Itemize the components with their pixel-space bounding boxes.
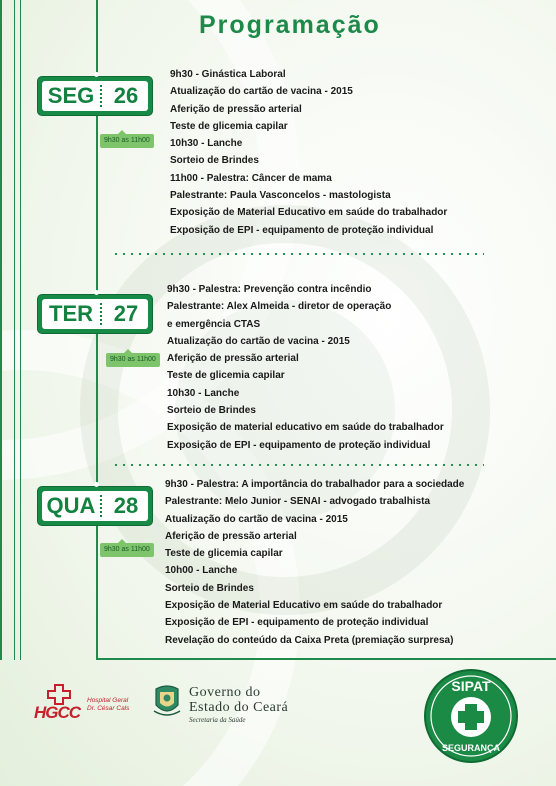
schedule-item: Atualização do cartão de vacina - 2015 [170,86,353,98]
schedule-item: Exposição de EPI - equipamento de proteção individual [170,224,434,236]
schedule-item: Aferição de pressão arterial [167,353,299,365]
schedule-item: Teste de glicemia capilar [167,370,285,382]
weekday: TER [49,301,93,326]
ceara-coat-of-arms-icon [152,683,182,717]
day-number: 28 [113,493,139,518]
schedule-item: Aferição de pressão arterial [170,103,302,115]
schedule-item: Atualização do cartão de vacina - 2015 [167,335,350,347]
day-number: 27 [113,301,139,326]
day-label [42,491,148,521]
day-badge-qua [38,487,152,525]
sipat-badge [423,668,519,764]
left-border-line [14,0,15,660]
left-border-line [0,0,2,660]
schedule-item: Teste de glicemia capilar [165,548,283,560]
schedule-item: 10h30 - Lanche [167,387,240,399]
schedule-item: Exposição de EPI - equipamento de proteção individual [165,617,429,629]
schedule-item: Palestrante: Alex Almeida - diretor de operação [167,301,392,313]
schedule-item: Exposição de material educativo em saúde do trabalhador [167,422,444,434]
schedule-item: 10h00 - Lanche [165,565,238,577]
hgcc-name-line: Hospital Geral [87,697,129,704]
hgcc-logo [34,683,154,723]
day-schedule-qua [165,476,464,649]
hospital-cross-icon [46,683,72,705]
schedule-item: e emergência CTAS [167,318,261,330]
time-range-tag: 9h30 as 11h00 [100,134,154,148]
schedule-item: Teste de glicemia capilar [170,120,288,132]
sipat-badge-subtitle: SEGURANÇA [441,743,501,753]
hgcc-name-line: Dr. César Cals [87,705,130,712]
timeline-dot [94,290,99,295]
timeline-dot [94,482,99,487]
schedule-item: 9h30 - Palestra: A importância do trabalhador para a sociedade [165,479,465,490]
weekday: QUA [46,493,96,518]
time-range-tag: 9h30 as 11h00 [106,353,160,367]
timeline-dot [94,72,99,77]
hgcc-wordmark: HGCC [34,703,81,722]
sipat-badge-title: SIPAT [451,678,491,694]
page-title: Programação [199,11,381,39]
day-label [42,81,148,111]
dotted-separator [112,253,484,255]
schedule-item: 10h30 - Lanche [170,138,243,150]
schedule-item: Sorteio de Brindes [165,582,254,594]
day-badge-seg [38,77,152,115]
left-border-line [20,0,21,660]
day-schedule-seg [170,66,447,239]
schedule-item: Palestrante: Melo Junior - SENAI - advogado trabalhista [165,496,431,508]
schedule-item: Sorteio de Brindes [170,155,259,167]
gov-line: Governo do [189,685,261,700]
bottom-divider [96,658,556,660]
dotted-separator [112,464,484,466]
day-label [42,299,148,329]
schedule-item: 9h30 - Palestra: Prevenção contra incêndio [167,284,372,295]
schedule-item: Palestrante: Paula Vasconcelos - mastologista [170,190,391,202]
schedule-item: Exposição de Material Educativo em saúde do trabalhador [165,600,443,612]
schedule-item: Exposição de Material Educativo em saúde do trabalhador [170,207,448,219]
day-badge-ter [38,295,152,333]
schedule-item: Sorteio de Brindes [167,405,256,417]
hgcc-name [87,697,129,713]
gov-line: Estado do Ceará [189,700,289,715]
time-range-tag: 9h30 as 11h00 [100,543,154,557]
schedule-item: Revelação do conteúdo da Caixa Preta (premiação surpresa) [165,634,454,646]
weekday: SEG [47,83,95,108]
schedule-item: Aferição de pressão arterial [165,530,297,542]
gov-subline: Secretaria da Saúde [189,716,246,724]
schedule-item: Atualização do cartão de vacina - 2015 [165,513,348,525]
schedule-item: 11h00 - Palestra: Câncer de mama [170,172,332,184]
schedule-item: 9h30 - Ginástica Laboral [170,69,286,80]
day-schedule-ter [167,281,444,454]
day-number: 26 [113,83,139,108]
schedule-item: Exposição de EPI - equipamento de proteção individual [167,439,431,451]
government-logo-text [189,686,288,725]
